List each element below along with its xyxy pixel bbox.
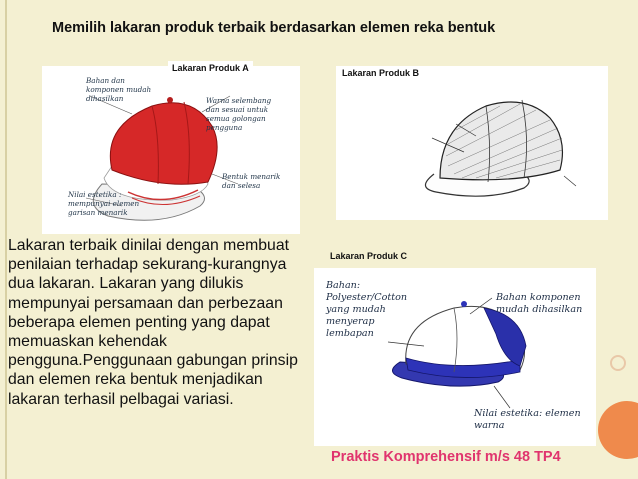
corner-decoration [598, 401, 638, 459]
sketch-c-label: Lakaran Produk C [330, 251, 408, 261]
body-paragraph: Lakaran terbaik dinilai dengan membuat penilaian terhadap sekurang-kurangnya dua lakaran. Lakaran yang dilukis mempunyai persamaan dan perbezaan beberapa elemen penting yang dapat memuaskan kehendak pengguna.Penggunaan gabungan prinsip dan elemen reka bentuk menjadikan lakaran terhasil pelbagai variasi. [8, 237, 298, 408]
sketch-c-panel [314, 268, 596, 446]
note-c-aesthetic: Nilai estetika: elemen warna [474, 408, 581, 431]
slide-title: Memilih lakaran produk terbaik berdasarkan elemen reka bentuk [52, 20, 496, 36]
sketch-a-panel [42, 66, 300, 234]
sketch-a-label: Lakaran Produk A [168, 61, 253, 75]
ring-decoration [610, 355, 626, 371]
note-a-materials: Bahan dan komponen mudah dihasilkan [86, 76, 152, 103]
left-rule [5, 0, 7, 479]
sketch-b-label: Lakaran Produk B [338, 66, 462, 94]
note-a-aesthetic: Nilai estetika : mempunyai elemen garisan menarik [68, 190, 140, 217]
note-c-components: Bahan komponen mudah dihasilkan [496, 292, 583, 315]
note-a-color: Warna selembang dan sesuai untuk semua golongan pengguna [206, 96, 272, 132]
footer-reference: Praktis Komprehensif m/s 48 TP4 [331, 449, 561, 465]
note-a-shape: Bentuk menarik dan selesa [222, 172, 281, 190]
note-c-materials: Bahan: Polyester/Cotton yang mudah menyerap lembapan [326, 280, 408, 339]
